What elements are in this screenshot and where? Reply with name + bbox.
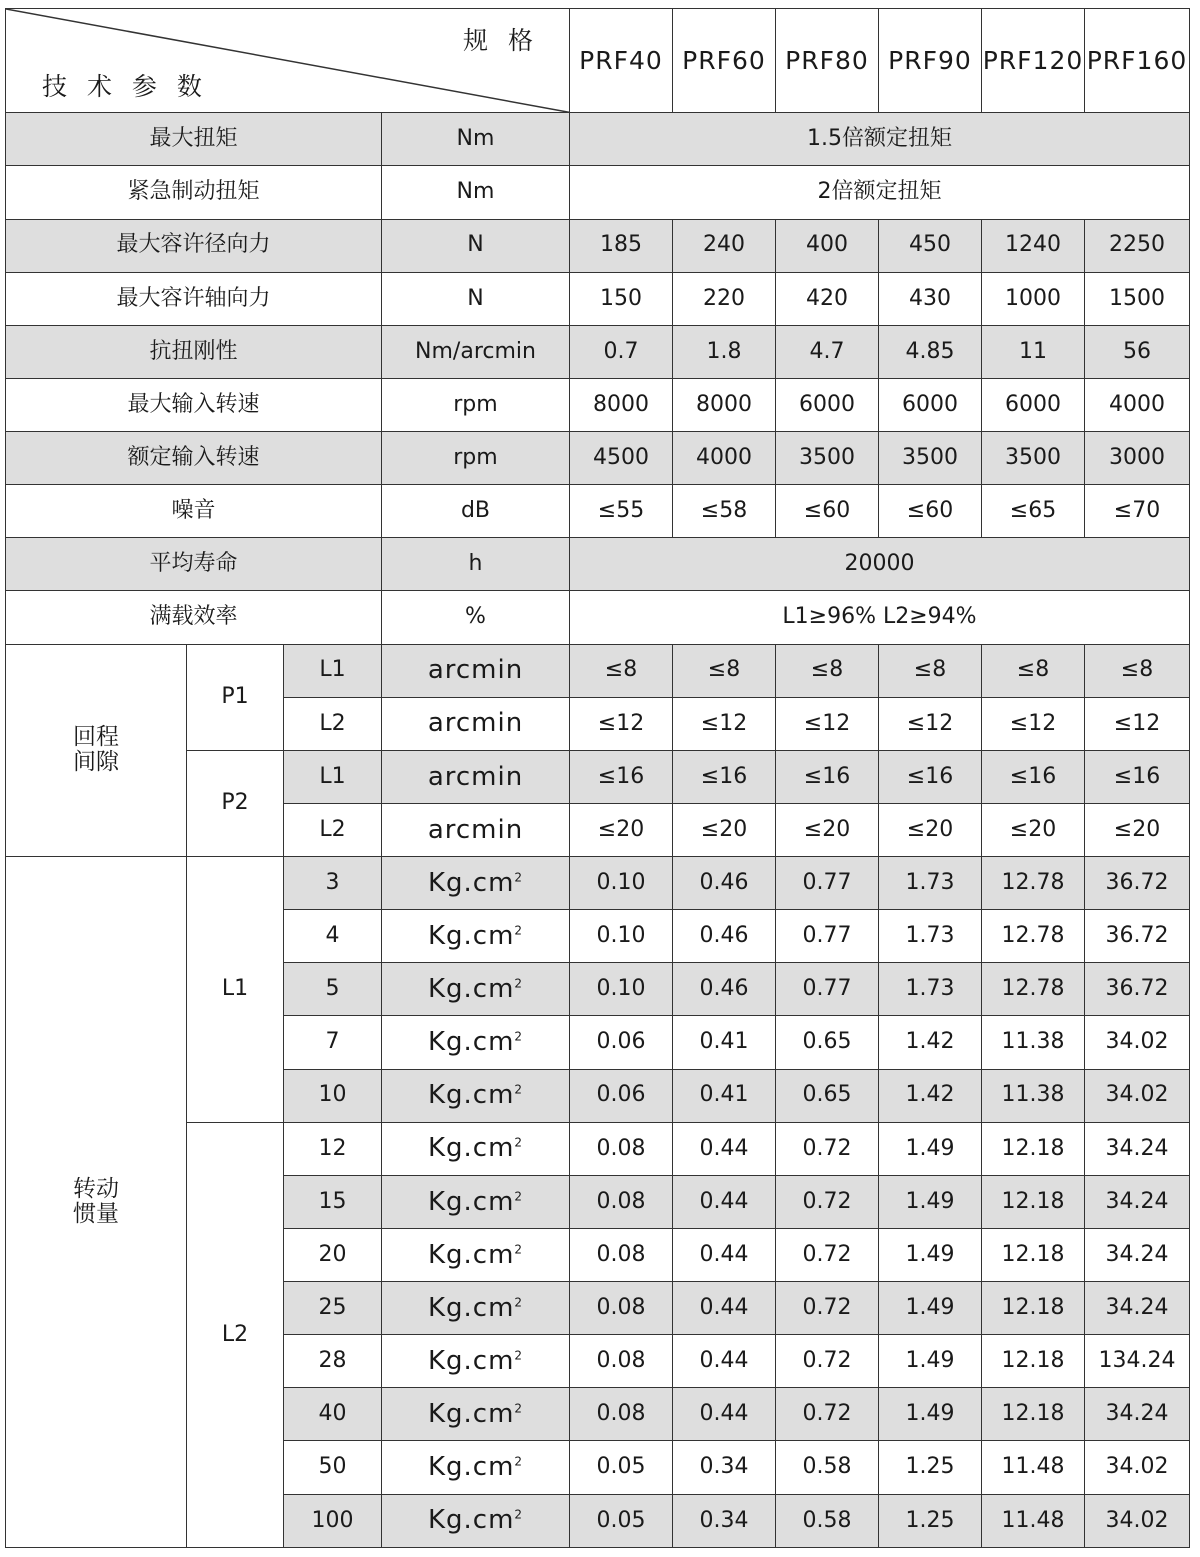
value-cell: 6000 (982, 378, 1085, 431)
value-cell: 0.34 (673, 1441, 776, 1494)
value-cell: ≤20 (1085, 803, 1190, 856)
value-cell: 1.42 (879, 1069, 982, 1122)
value-cell: 11.38 (982, 1016, 1085, 1069)
value-cell: 12.18 (982, 1282, 1085, 1335)
param-name: 最大输入转速 (6, 378, 382, 431)
unit-sup: 2 (514, 1082, 524, 1097)
value-cell: ≤8 (1085, 644, 1190, 697)
unit-cell (382, 1388, 570, 1441)
unit-sup: 2 (514, 1242, 524, 1256)
header-row (6, 9, 1190, 113)
param-name: 满载效率 (6, 591, 382, 644)
value-cell: ≤8 (982, 644, 1085, 697)
ratio-cell: 50 (284, 1441, 382, 1494)
backlash-row (6, 644, 1190, 697)
unit-base: Kg.cm (427, 1345, 515, 1376)
value-cell: 0.58 (776, 1441, 879, 1494)
param-unit: N (382, 219, 570, 272)
param-unit: h (382, 538, 570, 591)
unit-base: Kg.cm (427, 1186, 515, 1217)
value-cell: 3000 (1085, 432, 1190, 485)
unit-sup: 2 (514, 923, 524, 938)
unit-sup: 2 (514, 1135, 524, 1150)
value-cell: ≤12 (982, 697, 1085, 750)
unit-sup: 2 (514, 1507, 524, 1522)
value-cell: 0.08 (570, 1175, 673, 1228)
unit-base: Kg.cm (427, 920, 515, 951)
value-cell: 12.18 (982, 1175, 1085, 1228)
value-cell: ≤8 (879, 644, 982, 697)
value-cell: 1.25 (879, 1441, 982, 1494)
value-cell: 8000 (570, 378, 673, 431)
stage-cell: L1 (284, 750, 382, 803)
param-unit: N (382, 272, 570, 325)
value-cell: 0.05 (570, 1441, 673, 1494)
unit-cell (382, 910, 570, 963)
value-cell: ≤12 (673, 697, 776, 750)
value-cell: 3500 (982, 432, 1085, 485)
unit-sup: 2 (514, 1188, 524, 1203)
value-cell: ≤20 (570, 803, 673, 856)
unit-sup: 2 (514, 1401, 524, 1416)
value-cell: 4.85 (879, 325, 982, 378)
unit-sup: 2 (514, 1029, 524, 1044)
value-cell: 420 (776, 272, 879, 325)
value-cell: 11.48 (982, 1494, 1085, 1547)
value-cell: ≤12 (570, 697, 673, 750)
ratio-cell: 3 (284, 857, 382, 910)
value-cell: 1.73 (879, 910, 982, 963)
value-cell: 0.44 (673, 1388, 776, 1441)
value-cell: ≤65 (982, 485, 1085, 538)
unit-sup: 2 (514, 1295, 524, 1310)
value-cell: 0.72 (776, 1228, 879, 1281)
param-unit: Nm (382, 166, 570, 219)
value-cell: ≤58 (673, 485, 776, 538)
ratio-cell: 5 (284, 963, 382, 1016)
inertia-row (6, 857, 1190, 910)
unit-cell (382, 963, 570, 1016)
param-unit: rpm (382, 432, 570, 485)
value-cell: 34.02 (1085, 1494, 1190, 1547)
ratio-cell: 28 (284, 1335, 382, 1388)
spec-table (5, 8, 1190, 1548)
value-cell: 0.72 (776, 1175, 879, 1228)
value-cell: 56 (1085, 325, 1190, 378)
unit-cell: arcmin (382, 803, 570, 856)
value-cell: 36.72 (1085, 963, 1190, 1016)
value-cell: 1.49 (879, 1388, 982, 1441)
value-cell: 0.08 (570, 1228, 673, 1281)
value-cell: 0.05 (570, 1494, 673, 1547)
value-cell: 220 (673, 272, 776, 325)
ratio-cell: 10 (284, 1069, 382, 1122)
value-cell: ≤16 (982, 750, 1085, 803)
value-cell: 1.49 (879, 1175, 982, 1228)
ratio-cell: 25 (284, 1282, 382, 1335)
unit-base: Kg.cm (427, 1452, 515, 1483)
unit-cell (382, 1494, 570, 1547)
value-cell: 4500 (570, 432, 673, 485)
unit-base: Kg.cm (427, 974, 515, 1005)
unit-cell (382, 1175, 570, 1228)
value-cell: 34.24 (1085, 1228, 1190, 1281)
model-header: PRF90 (879, 9, 982, 113)
value-cell: 1.49 (879, 1335, 982, 1388)
param-row (6, 538, 1190, 591)
value-cell: 1500 (1085, 272, 1190, 325)
value-cell: 0.41 (673, 1069, 776, 1122)
backlash-label-line1: 回程 (73, 723, 119, 750)
value-cell: 34.24 (1085, 1282, 1190, 1335)
value-cell: 400 (776, 219, 879, 272)
value-cell: ≤8 (673, 644, 776, 697)
value-cell: 1.73 (879, 963, 982, 1016)
value-cell: ≤20 (673, 803, 776, 856)
value-cell: 4000 (1085, 378, 1190, 431)
value-cell: 1.49 (879, 1122, 982, 1175)
param-row (6, 272, 1190, 325)
value-cell: 6000 (776, 378, 879, 431)
backlash-group: P1 (187, 644, 284, 750)
param-unit: Nm/arcmin (382, 325, 570, 378)
param-row (6, 591, 1190, 644)
inertia-label-line2: 惯量 (73, 1201, 119, 1227)
ratio-cell: 40 (284, 1388, 382, 1441)
unit-sup: 2 (514, 1454, 524, 1469)
param-row (6, 485, 1190, 538)
value-cell: 430 (879, 272, 982, 325)
value-cell: 0.10 (570, 857, 673, 910)
value-cell: ≤12 (1085, 697, 1190, 750)
value-cell: ≤16 (570, 750, 673, 803)
ratio-cell: 15 (284, 1175, 382, 1228)
inertia-label-line1: 转动 (73, 1175, 119, 1202)
unit-sup: 2 (514, 976, 524, 991)
param-name: 噪音 (6, 485, 382, 538)
unit-cell (382, 1069, 570, 1122)
value-cell: 8000 (673, 378, 776, 431)
value-cell: ≤20 (982, 803, 1085, 856)
value-cell: ≤70 (1085, 485, 1190, 538)
value-cell: 1.25 (879, 1494, 982, 1547)
value-cell: 0.08 (570, 1282, 673, 1335)
merged-value: 1.5倍额定扭矩 (570, 113, 1190, 166)
param-row (6, 325, 1190, 378)
unit-base: Kg.cm (427, 867, 515, 898)
stage-cell: L1 (284, 644, 382, 697)
inertia-label (6, 857, 187, 1548)
unit-base: Kg.cm (427, 1505, 515, 1536)
unit-cell (382, 857, 570, 910)
value-cell: 34.02 (1085, 1441, 1190, 1494)
inertia-group: L1 (187, 857, 284, 1123)
ratio-cell: 12 (284, 1122, 382, 1175)
value-cell: 2250 (1085, 219, 1190, 272)
value-cell: 12.18 (982, 1388, 1085, 1441)
param-unit: rpm (382, 378, 570, 431)
unit-sup: 2 (514, 870, 524, 885)
value-cell: ≤20 (776, 803, 879, 856)
value-cell: 0.10 (570, 963, 673, 1016)
value-cell: 0.44 (673, 1175, 776, 1228)
param-name: 最大容许径向力 (6, 219, 382, 272)
value-cell: 34.24 (1085, 1122, 1190, 1175)
inertia-group: L2 (187, 1122, 284, 1547)
ratio-cell: 4 (284, 910, 382, 963)
value-cell: 36.72 (1085, 857, 1190, 910)
value-cell: 1.42 (879, 1016, 982, 1069)
value-cell: 0.41 (673, 1016, 776, 1069)
model-header: PRF60 (673, 9, 776, 113)
unit-cell (382, 1335, 570, 1388)
value-cell: 0.06 (570, 1069, 673, 1122)
unit-sup: 2 (514, 1348, 524, 1363)
backlash-label-line2: 间隙 (73, 749, 119, 776)
value-cell: 185 (570, 219, 673, 272)
ratio-cell: 100 (284, 1494, 382, 1547)
value-cell: 0.58 (776, 1494, 879, 1547)
value-cell: 1.49 (879, 1282, 982, 1335)
value-cell: 0.34 (673, 1494, 776, 1547)
value-cell: 34.24 (1085, 1175, 1190, 1228)
param-name: 最大容许轴向力 (6, 272, 382, 325)
value-cell: 0.44 (673, 1122, 776, 1175)
param-unit: dB (382, 485, 570, 538)
model-header: PRF40 (570, 9, 673, 113)
model-header: PRF160 (1085, 9, 1190, 113)
unit-cell (382, 1282, 570, 1335)
value-cell: 0.7 (570, 325, 673, 378)
value-cell: 240 (673, 219, 776, 272)
value-cell: 1.8 (673, 325, 776, 378)
value-cell: 1240 (982, 219, 1085, 272)
param-name: 紧急制动扭矩 (6, 166, 382, 219)
value-cell: 4.7 (776, 325, 879, 378)
value-cell: 1.49 (879, 1228, 982, 1281)
unit-cell (382, 1016, 570, 1069)
stage-cell: L2 (284, 803, 382, 856)
value-cell: 0.77 (776, 910, 879, 963)
table-body (6, 9, 1190, 1548)
value-cell: 34.02 (1085, 1016, 1190, 1069)
value-cell: 36.72 (1085, 910, 1190, 963)
value-cell: 12.18 (982, 1228, 1085, 1281)
value-cell: ≤8 (776, 644, 879, 697)
value-cell: 1000 (982, 272, 1085, 325)
param-name: 最大扭矩 (6, 113, 382, 166)
value-cell: 11.38 (982, 1069, 1085, 1122)
value-cell: ≤8 (570, 644, 673, 697)
unit-base: Kg.cm (427, 1292, 515, 1323)
value-cell: ≤12 (776, 697, 879, 750)
value-cell: 11 (982, 325, 1085, 378)
merged-value: L1≥96% L2≥94% (570, 591, 1190, 644)
value-cell: 6000 (879, 378, 982, 431)
value-cell: ≤60 (776, 485, 879, 538)
value-cell: 0.08 (570, 1388, 673, 1441)
value-cell: ≤60 (879, 485, 982, 538)
value-cell: 0.77 (776, 857, 879, 910)
value-cell: 0.44 (673, 1282, 776, 1335)
unit-cell: arcmin (382, 697, 570, 750)
value-cell: 12.78 (982, 963, 1085, 1016)
value-cell: 0.10 (570, 910, 673, 963)
unit-base: Kg.cm (427, 1080, 515, 1111)
param-row (6, 219, 1190, 272)
param-row (6, 166, 1190, 219)
ratio-cell: 20 (284, 1228, 382, 1281)
value-cell: ≤12 (879, 697, 982, 750)
value-cell: 12.78 (982, 910, 1085, 963)
value-cell: 0.46 (673, 857, 776, 910)
value-cell: 3500 (879, 432, 982, 485)
header-diagonal-cell (6, 9, 570, 113)
param-unit: % (382, 591, 570, 644)
unit-cell (382, 1122, 570, 1175)
value-cell: ≤16 (879, 750, 982, 803)
unit-base: Kg.cm (427, 1027, 515, 1058)
unit-cell (382, 1441, 570, 1494)
value-cell: 0.65 (776, 1016, 879, 1069)
backlash-group: P2 (187, 750, 284, 856)
param-name: 平均寿命 (6, 538, 382, 591)
value-cell: 450 (879, 219, 982, 272)
value-cell: 0.44 (673, 1228, 776, 1281)
value-cell: 0.65 (776, 1069, 879, 1122)
value-cell: 34.02 (1085, 1069, 1190, 1122)
value-cell: 12.18 (982, 1335, 1085, 1388)
unit-cell: arcmin (382, 750, 570, 803)
value-cell: 0.72 (776, 1388, 879, 1441)
param-name: 抗扭刚性 (6, 325, 382, 378)
merged-value: 20000 (570, 538, 1190, 591)
value-cell: 12.18 (982, 1122, 1085, 1175)
value-cell: 0.72 (776, 1282, 879, 1335)
value-cell: 3500 (776, 432, 879, 485)
value-cell: 0.06 (570, 1016, 673, 1069)
model-header: PRF120 (982, 9, 1085, 113)
unit-cell: arcmin (382, 644, 570, 697)
model-header: PRF80 (776, 9, 879, 113)
value-cell: ≤16 (673, 750, 776, 803)
value-cell: 0.46 (673, 910, 776, 963)
param-label: 技 术 参 数 (42, 71, 208, 101)
param-unit: Nm (382, 113, 570, 166)
value-cell: 0.72 (776, 1335, 879, 1388)
value-cell: ≤16 (1085, 750, 1190, 803)
value-cell: ≤20 (879, 803, 982, 856)
value-cell: 0.46 (673, 963, 776, 1016)
backlash-label (6, 644, 187, 857)
value-cell: 1.73 (879, 857, 982, 910)
param-row (6, 113, 1190, 166)
stage-cell: L2 (284, 697, 382, 750)
unit-base: Kg.cm (427, 1133, 515, 1164)
value-cell: 0.44 (673, 1335, 776, 1388)
param-row (6, 378, 1190, 431)
value-cell: 134.24 (1085, 1335, 1190, 1388)
value-cell: 0.08 (570, 1122, 673, 1175)
value-cell: 4000 (673, 432, 776, 485)
value-cell: ≤16 (776, 750, 879, 803)
ratio-cell: 7 (284, 1016, 382, 1069)
value-cell: 11.48 (982, 1441, 1085, 1494)
unit-cell (382, 1228, 570, 1281)
param-name: 额定输入转速 (6, 432, 382, 485)
value-cell: 150 (570, 272, 673, 325)
value-cell: ≤55 (570, 485, 673, 538)
spec-label: 规 格 (463, 26, 539, 55)
merged-value: 2倍额定扭矩 (570, 166, 1190, 219)
unit-base: Kg.cm (427, 1239, 515, 1270)
value-cell: 34.24 (1085, 1388, 1190, 1441)
value-cell: 0.77 (776, 963, 879, 1016)
value-cell: 0.72 (776, 1122, 879, 1175)
value-cell: 0.08 (570, 1335, 673, 1388)
param-row (6, 432, 1190, 485)
unit-base: Kg.cm (427, 1399, 515, 1430)
value-cell: 12.78 (982, 857, 1085, 910)
